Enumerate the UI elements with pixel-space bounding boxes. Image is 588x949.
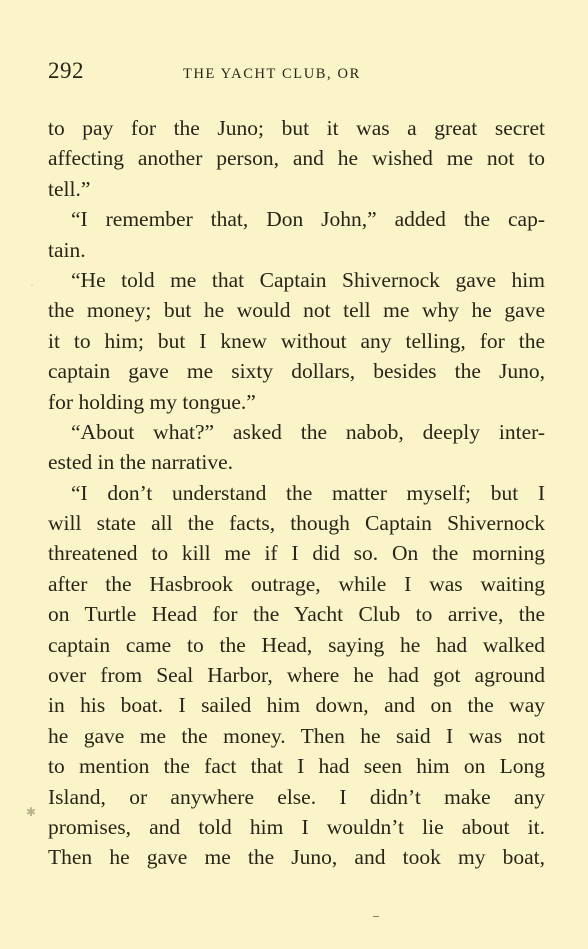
text-line: he gave me the money. Then he said I was not xyxy=(48,723,545,748)
text-line: tain. xyxy=(48,237,86,262)
text-line: threatened to kill me if I did so. On the morning xyxy=(48,541,545,566)
paper-speck: ✱ xyxy=(26,805,37,819)
text-line: it to him; but I knew without any telling, for the xyxy=(48,328,545,353)
text-line: after the Hasbrook outrage, while I was waiting xyxy=(48,571,545,596)
text-line: the money; but he would not tell me why he gave xyxy=(48,298,545,323)
text-line: “He told me that Captain Shivernock gave him xyxy=(71,267,545,292)
text-line: captain gave me sixty dollars, besides the Juno, xyxy=(48,359,545,384)
text-line: Then he gave me the Juno, and took my boat, xyxy=(48,845,545,870)
text-line: promises, and told him I wouldn’t lie about it. xyxy=(48,814,545,839)
text-line: “I don’t understand the matter myself; but I xyxy=(71,480,545,505)
text-line: “About what?” asked the nabob, deeply inter- xyxy=(71,419,545,444)
body-text xyxy=(48,113,545,873)
text-line: Island, or anywhere else. I didn’t make any xyxy=(48,784,545,809)
text-line: on Turtle Head for the Yacht Club to arrive, the xyxy=(48,602,545,627)
paper-mark xyxy=(373,916,379,917)
text-line: tell.” xyxy=(48,176,91,201)
paper-speck: · xyxy=(30,278,34,292)
text-line: to pay for the Juno; but it was a great secret xyxy=(48,116,545,140)
running-head: THE YACHT CLUB, OR xyxy=(183,66,361,82)
text-line: for holding my tongue.” xyxy=(48,389,256,414)
text-line: over from Seal Harbor, where he had got aground xyxy=(48,663,545,688)
text-line: in his boat. I sailed him down, and on the way xyxy=(48,693,545,718)
text-line: ested in the narrative. xyxy=(48,450,234,475)
text-line: captain came to the Head, saying he had walked xyxy=(48,632,545,657)
text-line: “I remember that, Don John,” added the cap- xyxy=(71,207,545,232)
text-line: to mention the fact that I had seen him on Long xyxy=(48,754,545,779)
text-line: will state all the facts, though Captain Shivernock xyxy=(48,511,545,536)
text-line: affecting another person, and he wished me not to xyxy=(48,146,545,171)
page-number: 292 xyxy=(48,58,84,83)
page-header xyxy=(48,58,545,92)
